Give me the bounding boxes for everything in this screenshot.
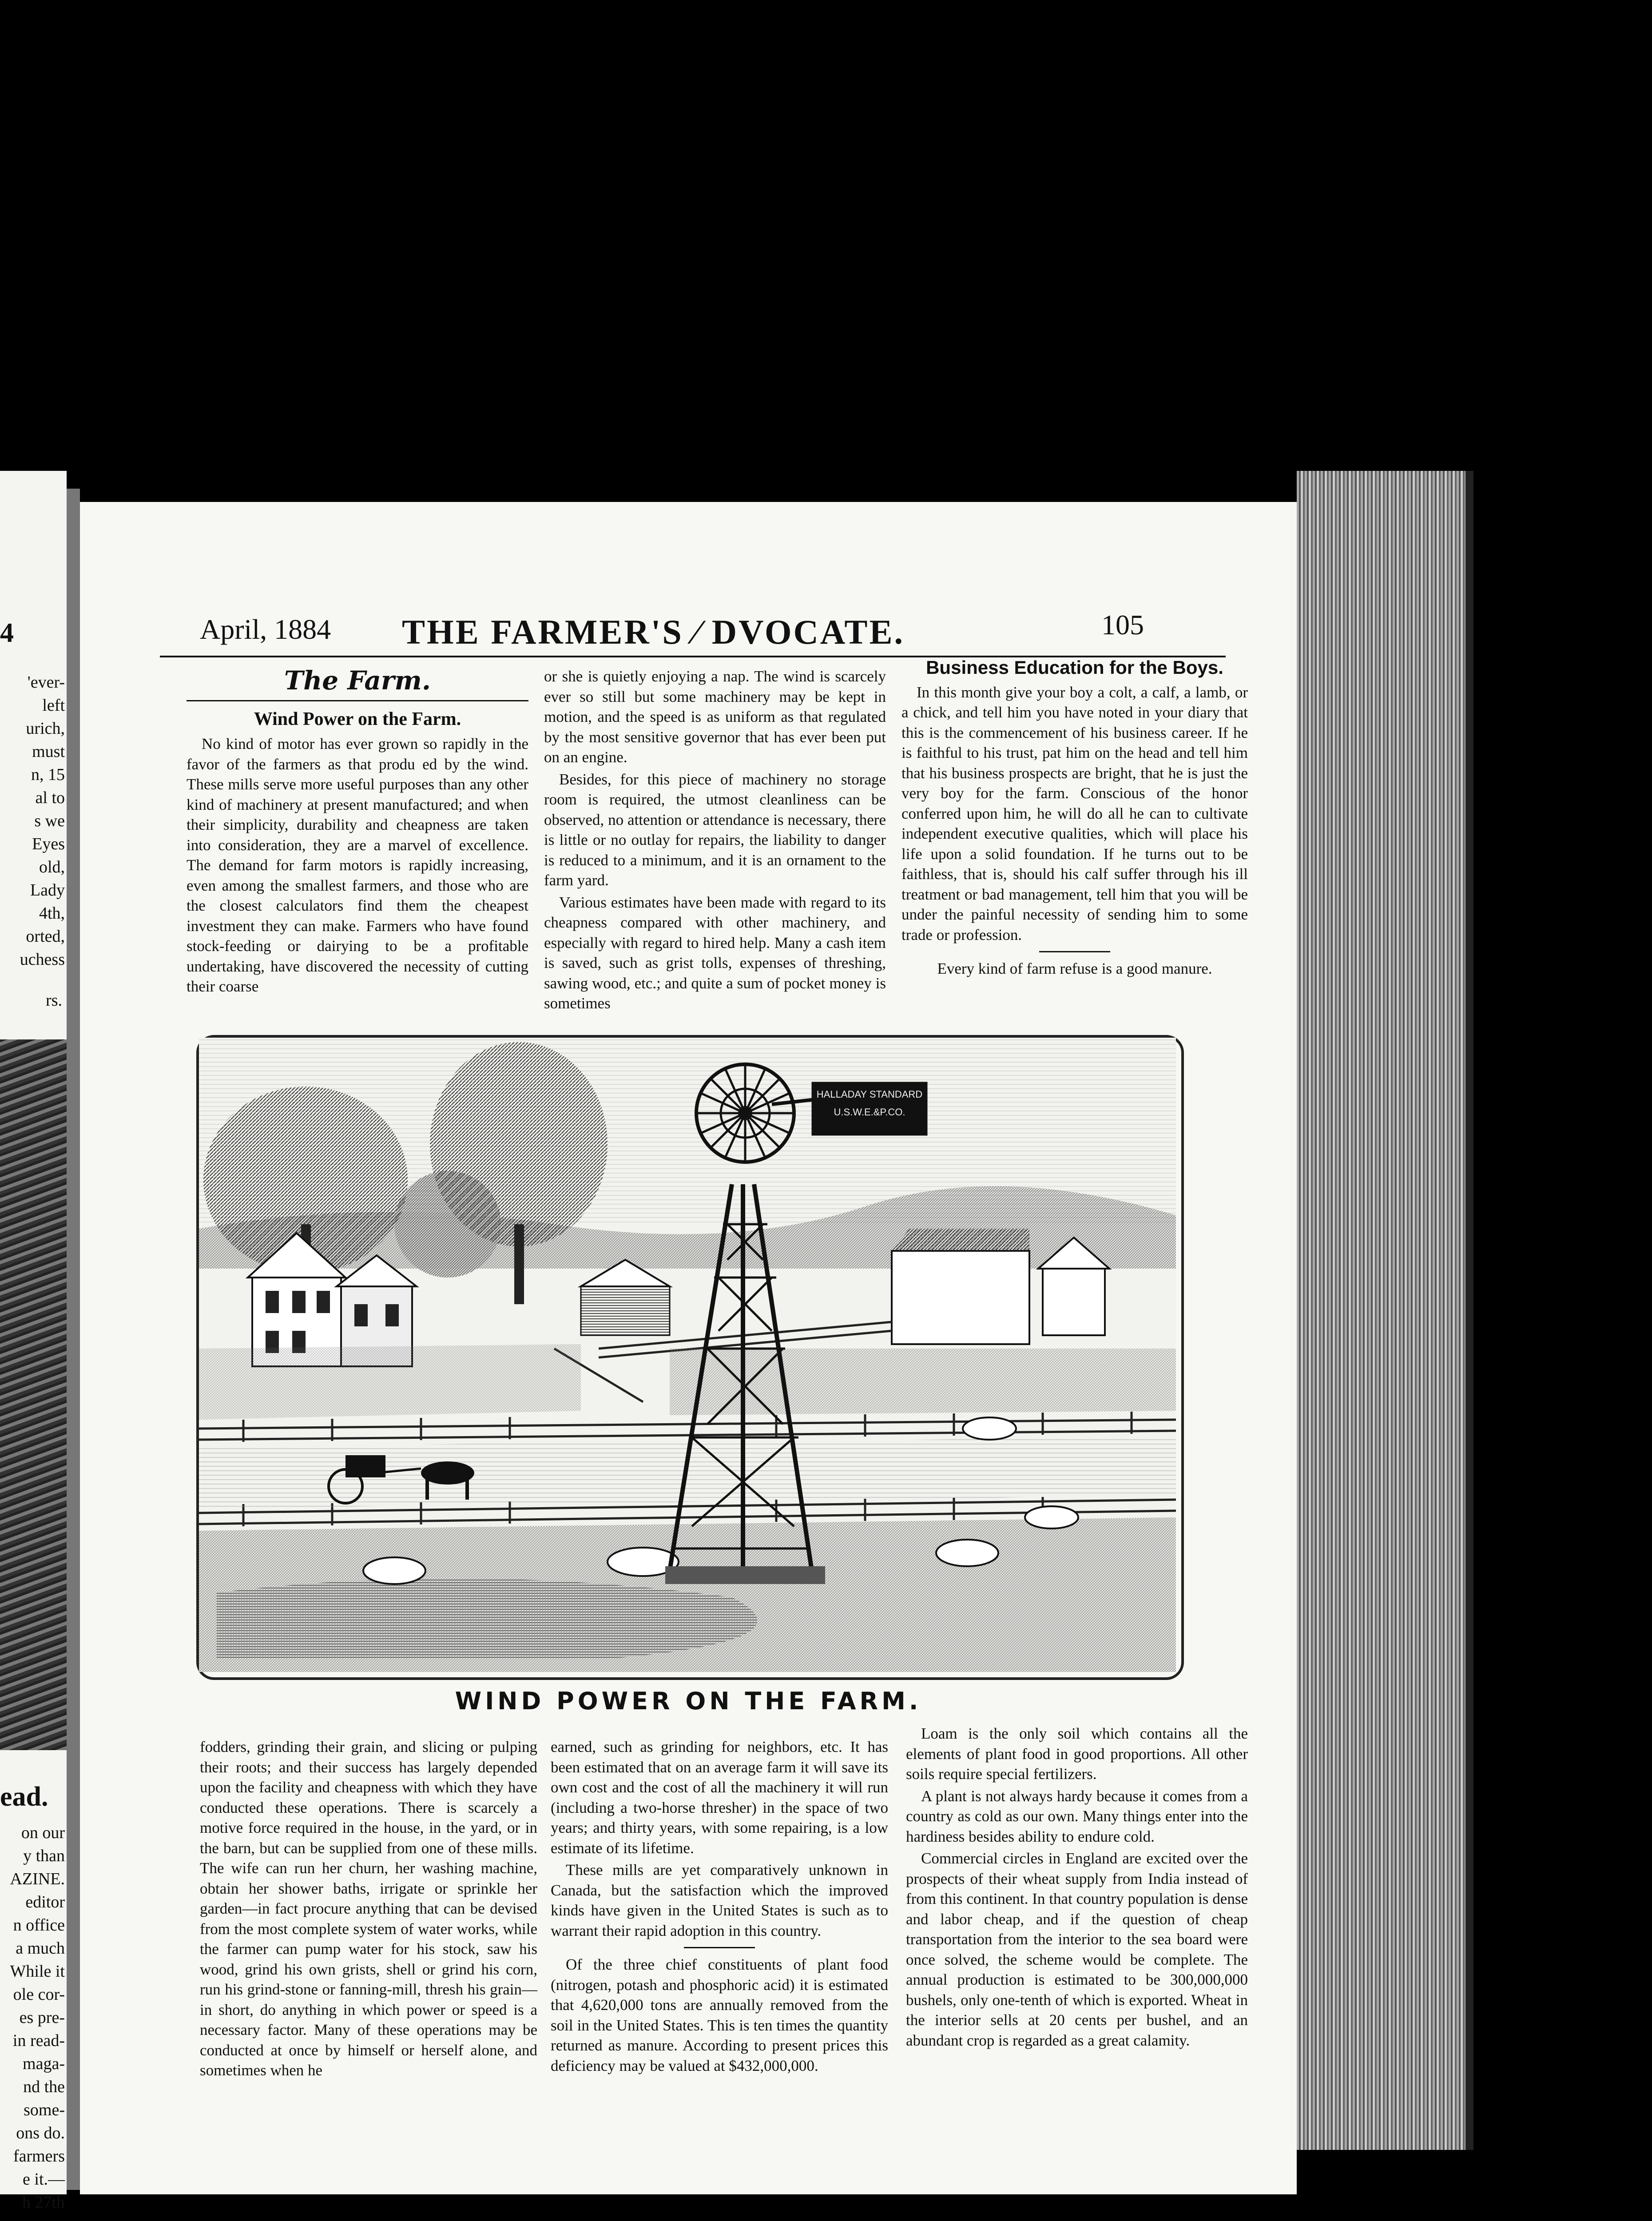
left-page-line: maga-: [23, 2054, 65, 2073]
left-page-line: uchess: [20, 950, 65, 969]
left-page-line: e it.—: [23, 2170, 65, 2189]
left-page-line: some-: [24, 2101, 65, 2119]
divider: [1039, 951, 1110, 952]
divider: [684, 1947, 755, 1948]
paragraph: No kind of motor has ever grown so rapidly in the favor of the farmers as that produ ed by the wind. These mills serve more useful purposes than any other kind of machinery at present manufactured; and when their simplicity, durability and cheapness are taken into consideration, they are a marvel of excellence. The demand for farm motors is rapidly increasing, even among the smallest farmers, and those who are the closest calculators find them the cheapest investment they can make. Farmers who have found stock-feeding or dairying to be a profitable undertaking, have discovered the necessity of cutting their coarse: [187, 735, 528, 995]
masthead-title: THE FARMER'S ⁄ DVOCATE.: [402, 613, 905, 651]
article-headline: Business Education for the Boys.: [926, 657, 1223, 678]
section-rule: [187, 700, 528, 701]
left-page-line: ole cor-: [13, 1985, 65, 2004]
page-number: 105: [1101, 609, 1144, 641]
left-page-line: Eyes: [32, 835, 65, 853]
column-2-top: [544, 666, 886, 1015]
left-page-line: y than: [23, 1847, 65, 1865]
paragraph: fodders, grinding their grain, and slicing or pulping their roots; and their success has largely depended upon the facility and cheapness with which they have conducted these operations. There is scarcely a motive force required in the house, in the yard, or in the barn, but can be supplied from one of these mills. The wife can run her churn, her washing machine, obtain her shower baths, irrigate or sprinkle her garden—in fact procure anything that can be devised from the most complete system of water works, while the farmer can pump water for his stock, saw his wood, grind his own grists, shell or grind his corn, run his grind-stone or fanning-mill, thresh his grain—in short, do anything in which power or speed is a necessary factor. Many of these operations may be conducted at once by himself or herself alone, and sometimes when he: [200, 1738, 537, 2079]
left-page-line: AZINE.: [10, 1870, 65, 1888]
left-page-line: n office: [13, 1916, 65, 1934]
left-page-number: 4: [0, 618, 14, 648]
column-3-bottom: [906, 1723, 1248, 2052]
left-page-line: s we: [34, 812, 65, 830]
left-page-fragment: rs.: [46, 991, 62, 1010]
left-page-line: 'ever-: [27, 673, 65, 692]
left-page-line: h 27th: [22, 2193, 65, 2212]
book-page-edges: [1297, 471, 1473, 2150]
paragraph: Of the three chief constituents of plant food (nitrogen, potash and phosphoric acid) it is estimated that 4,620,000 tons are annually removed from the soil in the United States. This is ten times the quantity returned as manure. According to present prices this deficiency may be valued at $432,000,000.: [551, 1956, 888, 2074]
issue-date: April, 1884: [200, 613, 331, 645]
paragraph: Every kind of farm refuse is a good manure.: [937, 960, 1212, 977]
newspaper-page: [80, 502, 1297, 2194]
left-page-line: ons do.: [16, 2124, 65, 2142]
left-page-line: left: [42, 696, 65, 715]
left-page-heading: ead.: [0, 1782, 48, 1812]
left-page-line: editor: [25, 1893, 65, 1911]
left-page-line: must: [32, 742, 65, 761]
article-headline: Wind Power on the Farm.: [254, 708, 461, 729]
windmill-sign: [814, 1086, 925, 1121]
left-page-line: al to: [35, 788, 65, 807]
left-page-line: old,: [39, 858, 65, 876]
column-2-bottom: [551, 1737, 888, 2078]
column-3-top: [901, 653, 1248, 981]
column-1-top: [187, 666, 528, 999]
windmill-sign-line-1: HALLADAY STANDARD: [816, 1089, 923, 1100]
left-page-line: es pre-: [19, 2008, 65, 2027]
left-page-line: on our: [21, 1823, 65, 1842]
left-page-line: farmers: [13, 2147, 65, 2165]
left-page-line: in read-: [12, 2031, 65, 2050]
book-gutter: [67, 489, 80, 2190]
windmill-sign-line-2: U.S.W.E.&P.CO.: [834, 1107, 905, 1118]
left-page-line: n, 15: [31, 765, 65, 784]
paragraph: These mills are yet comparatively unknown in Canada, but the satisfaction which the improved kinds have given in the United States is such as to warrant their rapid adoption in this country.: [551, 1861, 888, 1939]
left-page-text: [3, 671, 65, 971]
left-page-line: urich,: [26, 719, 65, 738]
left-page-line: 4th,: [39, 904, 65, 923]
paragraph: In this month give your boy a colt, a calf, a lamb, or a chick, and tell him you have noted in your diary that this is the commencement of his business career. If he is faithful to his trust, pat him on the head and tell him that his business prospects are bright, that he is just the very boy for the farm. Conscious of the honor conferred upon him, he will do all he can to cultivate independent executive qualities, which will place his life upon a solid foundation. If he turns out to be faithless, that is, should his calf suffer through his ill treatment or bad management, tell him that you will be under the painful necessity of sending him to some trade or profession.: [901, 683, 1248, 943]
column-1-bottom: [200, 1737, 537, 2082]
paragraph: Besides, for this piece of machinery no storage room is required, the utmost cleanliness can be observed, no attention or attendance is necessary, there is little or no outlay for repairs, the liability to danger is reduced to a minimum, and it is an ornament to the farm yard.: [544, 770, 886, 889]
paragraph: or she is quietly enjoying a nap. The wind is scarcely ever so still but some machinery may be kept in motion, and the speed is as uniform as that regulated by the most sensitive governor that has ever been put on an engine.: [544, 668, 886, 766]
engraving-caption: WIND POWER ON THE FARM.: [455, 1687, 922, 1715]
paragraph: A plant is not always hardy because it comes from a country as cold as our own. Many things enter into the hardiness besides ability to endure cold.: [906, 1787, 1248, 1845]
paragraph: Loam is the only soil which contains all the elements of plant food in good proportions. All other soils require special fertilizers.: [906, 1725, 1248, 1783]
left-page-line: Lady: [30, 881, 65, 900]
windmill-engraving: [196, 1035, 1184, 1680]
paragraph: Commercial circles in England are excited over the prospects of their wheat supply from India instead of from this continent. In that country population is dense and labor cheap, and if the question of cheap transportation from the interior to the sea board were once solved, the scheme would be complete. The annual production is estimated to be 300,000,000 bushels, only one-tenth of which is exported. Wheat in the interior sells at 20 cents per bushel, and an abundant crop is regarded as a great calamity.: [906, 1850, 1248, 2049]
left-page-text-lower: [3, 1821, 65, 2214]
paragraph: earned, such as grinding for neighbors, etc. It has been estimated that on an average farm it will save its own cost and the cost of all the machinery it will run (including a two-horse thresher) in the space of two years; and thirty years, with some repairing, is a low estimate of its lifetime.: [551, 1738, 888, 1857]
left-page-line: While it: [10, 1962, 65, 1981]
paragraph: Various estimates have been made with regard to its cheapness compared with other machinery, and especially with regard to hired help. Many a cash item is saved, such as grist tolls, expenses of threshing, sawing wood, etc.; and quite a sum of pocket money is sometimes: [544, 893, 886, 1012]
section-heading: The Farm.: [284, 665, 431, 696]
left-page-illustration: [0, 1039, 67, 1750]
left-page-line: nd the: [23, 2078, 65, 2096]
left-page-line: a much: [16, 1939, 65, 1958]
left-facing-page: [0, 471, 67, 2212]
farm-scene-illustration: [199, 1038, 1176, 1672]
left-page-line: orted,: [26, 927, 65, 946]
